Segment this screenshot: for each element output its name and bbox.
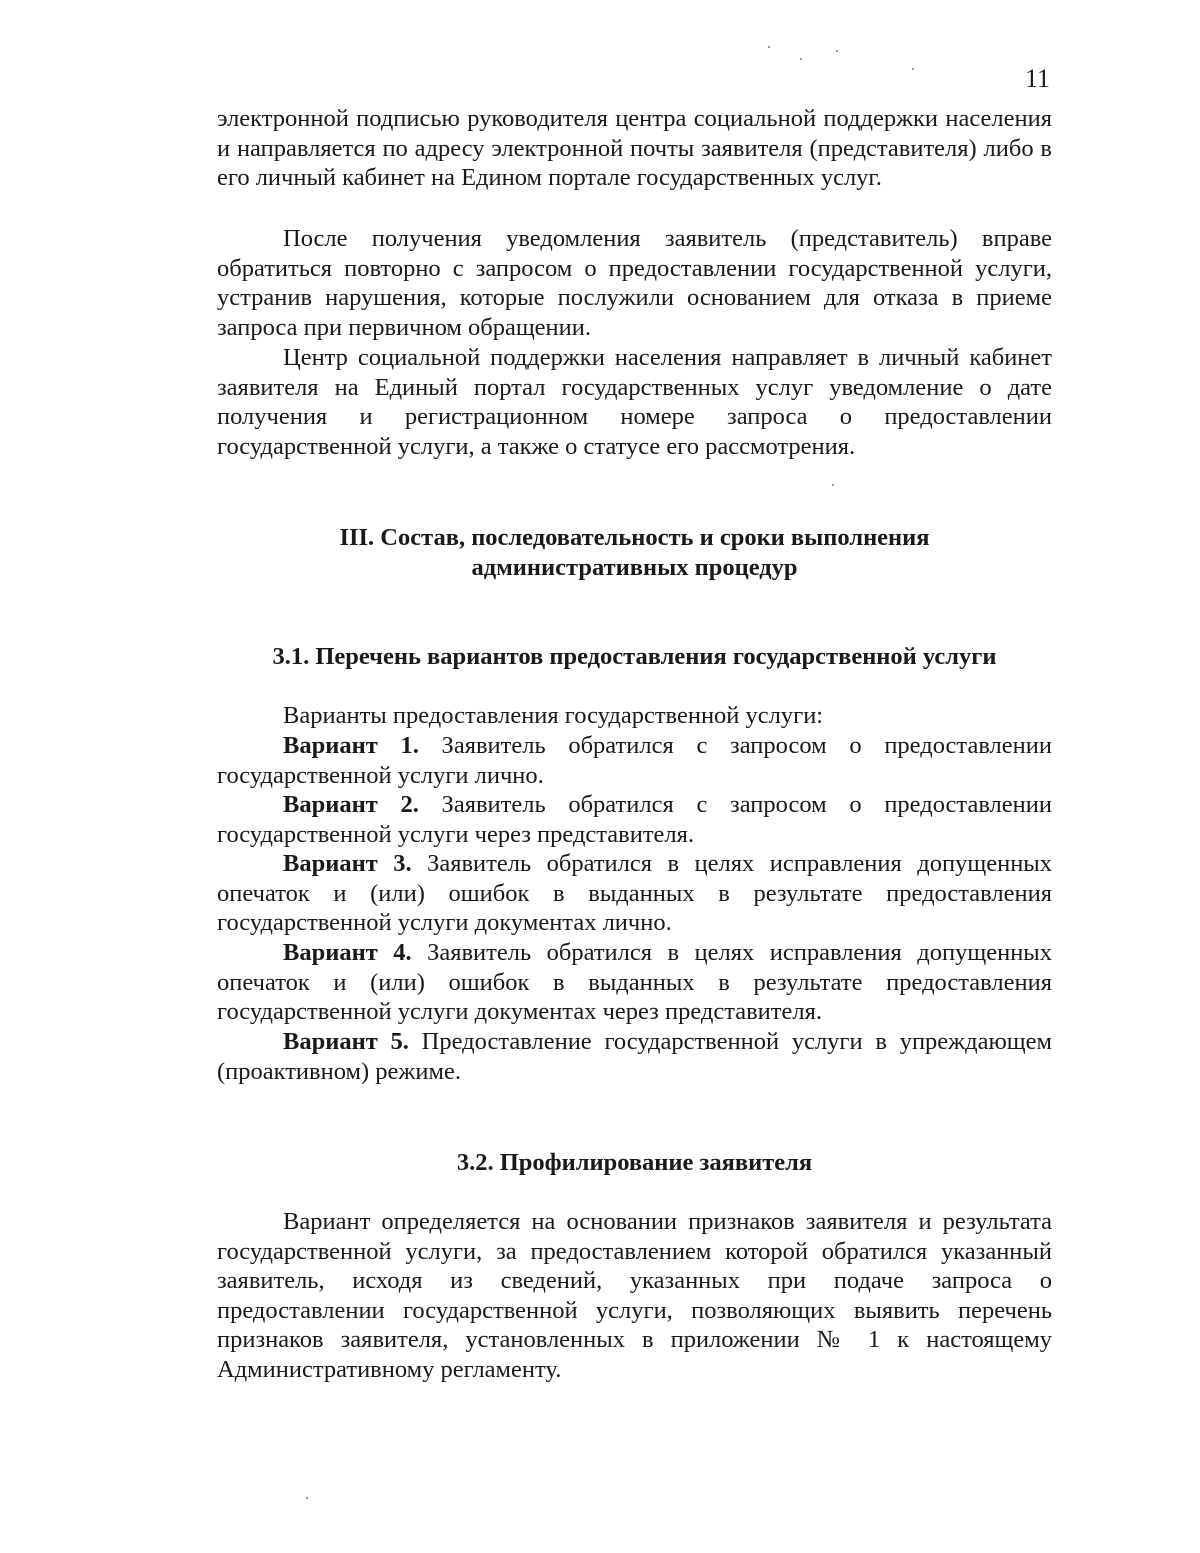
paragraph-signature-notice: электронной подписью руководителя центра социальной поддержки населения и направляется по адресу электронной почты заявителя (представителя) либо в его личный кабинет на Едином портале государственных услуг.: [217, 105, 1052, 192]
scan-speck: [800, 58, 802, 60]
variant-1-text: Заявитель обратился с запросом о предоставлении государственной услуги лично.: [217, 732, 1052, 789]
scan-speck: [836, 50, 838, 52]
section-3-heading-line2: административных процедур: [471, 553, 798, 581]
variant-5-label: Вариант 5.: [283, 1028, 409, 1055]
page-number: 11: [1024, 64, 1050, 93]
paragraph-repeat-request: После получения уведомления заявитель (представитель) вправе обратиться повторно с запросом о предоставлении государственной услуги, устранив нарушения, которые послужили основанием для отказа в приеме запроса при первичном обращении.: [217, 225, 1052, 341]
variant-4-label: Вариант 4.: [283, 939, 412, 966]
variant-5: [217, 1027, 1052, 1086]
variant-4-text: Заявитель обратился в целях исправления допущенных опечаток и (или) ошибок в выданных в результате предоставления государственной услуги документах через представителя.: [217, 939, 1053, 1026]
section-3-1-heading: 3.1. Перечень вариантов предоставления государственной услуги: [272, 643, 997, 670]
variant-3-label: Вариант 3.: [283, 850, 412, 877]
variant-1-label: Вариант 1.: [283, 732, 419, 759]
variant-5-text: Предоставление государственной услуги в упреждающем (проактивном) режиме.: [217, 1028, 1052, 1085]
scan-speck: [768, 46, 770, 48]
scan-speck: [306, 1497, 308, 1499]
scan-speck: [832, 484, 834, 486]
variant-3-text: Заявитель обратился в целях исправления допущенных опечаток и (или) ошибок в выданных в результате предоставления государственной услуги документах лично.: [217, 850, 1053, 937]
section-3-heading: [217, 523, 1052, 582]
variant-2-label: Вариант 2.: [283, 791, 419, 818]
section-3-heading-line1: III. Состав, последовательность и сроки выполнения: [339, 524, 930, 551]
variants-intro: Варианты предоставления государственной услуги:: [283, 702, 824, 729]
section-3-2-heading: 3.2. Профилирование заявителя: [456, 1149, 813, 1176]
profiling-paragraph: Вариант определяется на основании признаков заявителя и результата государственной услуги, за предоставлением которой обратился указанный заявитель, исходя из сведений, указанных при подаче запроса о предоставлении государственной услуги, позволяющих выявить перечень признаков заявителя, установленных в приложении № 1 к настоящему Административному регламенту.: [217, 1208, 1052, 1383]
paragraph-registration-notice: Центр социальной поддержки населения направляет в личный кабинет заявителя на Единый портал государственных услуг уведомление о дате получения и регистрационном номере запроса о предоставлении государственной услуги, а также о статусе его рассмотрения.: [217, 344, 1052, 460]
scan-speck: [912, 68, 914, 70]
variant-1: [217, 731, 1052, 790]
variant-2-text: Заявитель обратился с запросом о предоставлении государственной услуги через представителя.: [217, 791, 1052, 848]
variant-2: [217, 790, 1052, 849]
variant-4: [217, 938, 1052, 1027]
variant-3: [217, 849, 1052, 938]
